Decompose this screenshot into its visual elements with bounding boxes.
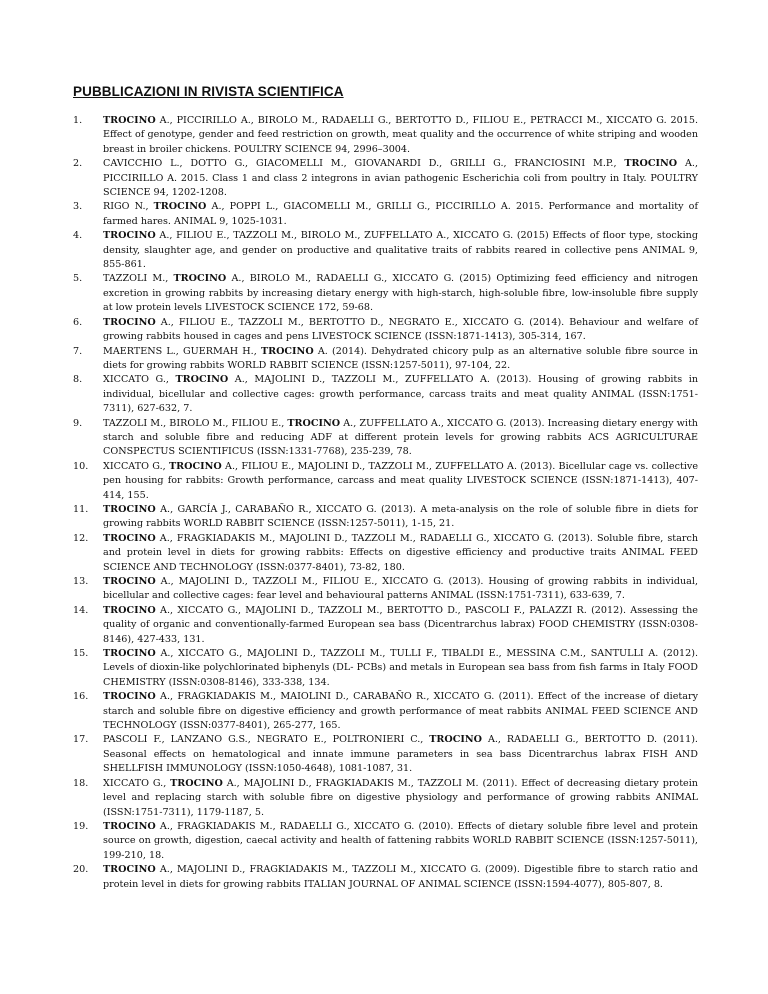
publication-item — [73, 345, 698, 374]
publication-number: 16. — [73, 691, 89, 703]
highlighted-author: TROCINO — [103, 691, 156, 703]
publication-citation: A., PICCIRILLO A. 2015. Class 1 and class 2 integrons in avian pathogenic Escherichia coli from poultry in Italy. POULTRY SCIENCE 94, 1202-1208. — [103, 158, 698, 199]
publication-citation: A., GARCÍA J., CARABAÑO R., XICCATO G. (2013). A meta-analysis on the role of soluble fibre in diets for growing rabbits WORLD RABBIT SCIENCE (ISSN:1257-5011), 1-15, 21. — [103, 503, 698, 530]
highlighted-author: TROCINO — [103, 604, 156, 616]
publication-item — [73, 820, 698, 863]
highlighted-author: TROCINO — [287, 417, 341, 429]
publication-number: 5. — [73, 273, 83, 285]
publication-authors-before: XICCATO G., — [103, 777, 171, 789]
highlighted-author: TROCINO — [169, 460, 222, 472]
publication-item — [73, 316, 698, 345]
publication-authors-before: XICCATO G., — [103, 374, 176, 386]
publication-citation: A., RADAELLI G., BERTOTTO D. (2011). Seasonal effects on hematological and innate immune parameters in sea bass Dicentrarchus labrax FISH AND SHELLFISH IMMUNOLOGY (ISSN:1050-4648), 1081-1087, 31. — [103, 734, 698, 775]
publication-number: 3. — [73, 201, 83, 213]
highlighted-author: TROCINO — [170, 777, 223, 789]
publication-authors-before: RIGO N., — [103, 201, 154, 213]
publication-authors-before: PASCOLI F., LANZANO G.S., NEGRATO E., POLTRONIERI C., — [103, 734, 430, 746]
publication-item — [73, 532, 698, 575]
publication-number: 15. — [73, 648, 89, 660]
highlighted-author: TROCINO — [103, 316, 156, 328]
publication-authors-before: XICCATO G., — [103, 460, 170, 472]
highlighted-author: TROCINO — [103, 576, 156, 587]
publication-item — [73, 157, 698, 200]
publication-citation: A. (2014). Dehydrated chicory pulp as an alternative soluble fibre source in diets for growing rabbits WORLD RABBIT SCIENCE (ISSN:1257-5011), 97-104, 22. — [103, 345, 699, 371]
publication-number: 2. — [73, 158, 83, 170]
publication-item — [73, 863, 698, 892]
highlighted-author: TROCINO — [103, 864, 156, 876]
publication-item — [73, 690, 698, 733]
publication-number: 8. — [73, 374, 83, 386]
publication-item — [73, 417, 698, 460]
publication-item — [73, 777, 698, 820]
publication-citation: A., MAJOLINI D., FRAGKIADAKIS M., TAZZOLI M., XICCATO G. (2009). Digestible fibre to starch ratio and protein level in diets for growing rabbits ITALIAN JOURNAL OF ANIMAL SCIENCE (ISSN:1594-4077), 805-807, 8. — [103, 864, 698, 890]
publication-number: 1. — [73, 115, 83, 126]
publication-citation: A., PICCIRILLO A., BIROLO M., RADAELLI G., BERTOTTO D., FILIOU E., PETRACCI M., XICCATO G. 2015. Effect of genotype, gender and feed restriction on growth, meat quality and the occurrence of white striping and wooden breast in broiler chickens. POULTRY SCIENCE 94, 2996–3004. — [103, 115, 698, 155]
publication-number: 17. — [73, 734, 89, 746]
publication-item — [73, 373, 698, 416]
publication-item — [73, 575, 698, 604]
publication-citation: A., FILIOU E., MAJOLINI D., TAZZOLI M., ZUFFELLATO A. (2013). Bicellular cage vs. collective pen housing for rabbits: Growth performance, carcass and meat quality LIVESTOCK SCIENCE (ISSN:1871-1413), 407-414, 155. — [103, 460, 698, 501]
publication-item — [73, 229, 698, 272]
publication-number: 12. — [73, 532, 89, 544]
publication-citation: A., FRAGKIADAKIS M., RADAELLI G., XICCATO G. (2010). Effects of dietary soluble fibre level and protein source on growth, digestion, caecal activity and health of fattening rabbits WORLD RABBIT SCIENCE (ISSN:1257-5011), 199-210, 18. — [103, 820, 698, 861]
section-heading: PUBBLICAZIONI IN RIVISTA SCIENTIFICA — [73, 84, 344, 99]
highlighted-author: TROCINO — [175, 374, 229, 386]
publication-citation: A., FILIOU E., TAZZOLI M., BERTOTTO D., NEGRATO E., XICCATO G. (2014). Behaviour and welfare of growing rabbits housed in cages and pens LIVESTOCK SCIENCE (ISSN:1871-1413), 305-314, 167. — [103, 316, 698, 343]
publication-citation: A., FILIOU E., TAZZOLI M., BIROLO M., ZUFFELLATO A., XICCATO G. (2015) Effects of floor type, stocking density, slaughter age, and gender on productive and qualitative traits of rabbits reared in collective pens ANIMAL 9, 855-861. — [103, 230, 698, 271]
publication-number: 19. — [73, 820, 89, 832]
publication-number: 11. — [73, 503, 89, 515]
publication-item — [73, 503, 698, 532]
publication-authors-before: MAERTENS L., GUERMAH H., — [103, 345, 261, 357]
publication-item — [73, 114, 698, 157]
publication-authors-before: CAVICCHIO L., DOTTO G., GIACOMELLI M., GIOVANARDI D., GRILLI G., FRANCIOSINI M.P., — [103, 158, 625, 170]
publication-number: 18. — [73, 777, 89, 789]
highlighted-author: TROCINO — [260, 345, 314, 357]
highlighted-author: TROCINO — [429, 734, 482, 746]
publication-citation: A., FRAGKIADAKIS M., MAIOLINI D., CARABAÑO R., XICCATO G. (2011). Effect of the increase of dietary starch and soluble fibre on digestive efficiency and growth performance of meat rabbits ANIMAL FEED SCIENCE AND TECHNOLOGY (ISSN:0377-8401), 265-277, 165. — [103, 691, 698, 732]
publication-item — [73, 272, 698, 315]
publication-item — [73, 200, 698, 229]
publication-citation: A., POPPI L., GIACOMELLI M., GRILLI G., PICCIRILLO A. 2015. Performance and mortality of farmed hares. ANIMAL 9, 1025-1031. — [103, 201, 698, 227]
publication-citation: A., BIROLO M., RADAELLI G., XICCATO G. (2015) Optimizing feed efficiency and nitrogen excretion in growing rabbits by increasing dietary energy with high-starch, high-soluble fibre, low-insoluble fibre supply at low protein levels LIVESTOCK SCIENCE 172, 59-68. — [103, 273, 698, 314]
publication-citation: A., MAJOLINI D., FRAGKIADAKIS M., TAZZOLI M. (2011). Effect of decreasing dietary protein level and replacing starch with soluble fibre on digestive physiology and performance of growing rabbits ANIMAL (ISSN:1751-7311), 1179-1187, 5. — [103, 777, 698, 818]
publication-number: 20. — [73, 864, 89, 876]
publication-list — [73, 114, 698, 892]
highlighted-author: TROCINO — [153, 201, 207, 213]
publication-citation: A., XICCATO G., MAJOLINI D., TAZZOLI M., BERTOTTO D., PASCOLI F., PALAZZI R. (2012). Assessing the quality of organic and conventionally-farmed European sea bass (Dicentrarchus labrax) FOOD CHEMISTRY (ISSN:0308-8146), 427-433, 131. — [103, 604, 698, 645]
publication-citation: A., ZUFFELLATO A., XICCATO G. (2013). Increasing dietary energy with starch and soluble fibre and reducing ADF at different protein levels for growing rabbits ACS AGRICULTURAE CONSPECTUS SCIENTIFICUS (ISSN:1331-7768), 235-239, 78. — [103, 417, 698, 458]
publication-number: 4. — [73, 230, 83, 242]
highlighted-author: TROCINO — [624, 158, 678, 170]
publication-citation: A., FRAGKIADAKIS M., MAJOLINI D., TAZZOLI M., RADAELLI G., XICCATO G. (2013). Soluble fibre, starch and protein level in diets for growing rabbits: Effects on digestive efficiency and productive traits ANIMAL FEED SCIENCE AND TECHNOLOGY (ISSN:0377-8401), 73-82, 180. — [103, 532, 698, 573]
highlighted-author: TROCINO — [103, 532, 156, 544]
highlighted-author: TROCINO — [103, 115, 156, 126]
publication-item — [73, 733, 698, 776]
publication-number: 13. — [73, 576, 89, 587]
highlighted-author: TROCINO — [173, 273, 227, 285]
publication-authors-before: TAZZOLI M., BIROLO M., FILIOU E., — [103, 417, 288, 429]
highlighted-author: TROCINO — [103, 230, 156, 242]
highlighted-author: TROCINO — [103, 820, 156, 832]
publication-item — [73, 647, 698, 690]
publication-number: 9. — [73, 417, 83, 429]
publication-citation: A., MAJOLINI D., TAZZOLI M., ZUFFELLATO A. (2013). Housing of growing rabbits in individual, bicellular and collective cages: growth performance, carcass traits and meat quality ANIMAL (ISSN:1751-7311), 627-632, 7. — [103, 374, 698, 415]
publication-number: 10. — [73, 460, 89, 472]
publication-citation: A., MAJOLINI D., TAZZOLI M., FILIOU E., XICCATO G. (2013). Housing of growing rabbits in individual, bicellular and collective cages: fear level and behavioural patterns ANIMAL (ISSN:1751-7311), 633-639, 7. — [103, 576, 698, 602]
publication-number: 7. — [73, 345, 83, 357]
publication-authors-before: TAZZOLI M., — [103, 273, 174, 285]
publication-citation: A., XICCATO G., MAJOLINI D., TAZZOLI M., TULLI F., TIBALDI E., MESSINA C.M., SANTULLI A. (2012). Levels of dioxin-like polychlorinated biphenyls (DL- PCBs) and metals in European sea bass from fish farms in Italy FOOD CHEMISTRY (ISSN:0308-8146), 333-338, 134. — [103, 648, 698, 688]
highlighted-author: TROCINO — [103, 503, 156, 515]
highlighted-author: TROCINO — [103, 648, 156, 660]
publication-number: 6. — [73, 316, 83, 328]
publication-number: 14. — [73, 604, 89, 616]
publication-item — [73, 460, 698, 503]
publication-item — [73, 604, 698, 647]
